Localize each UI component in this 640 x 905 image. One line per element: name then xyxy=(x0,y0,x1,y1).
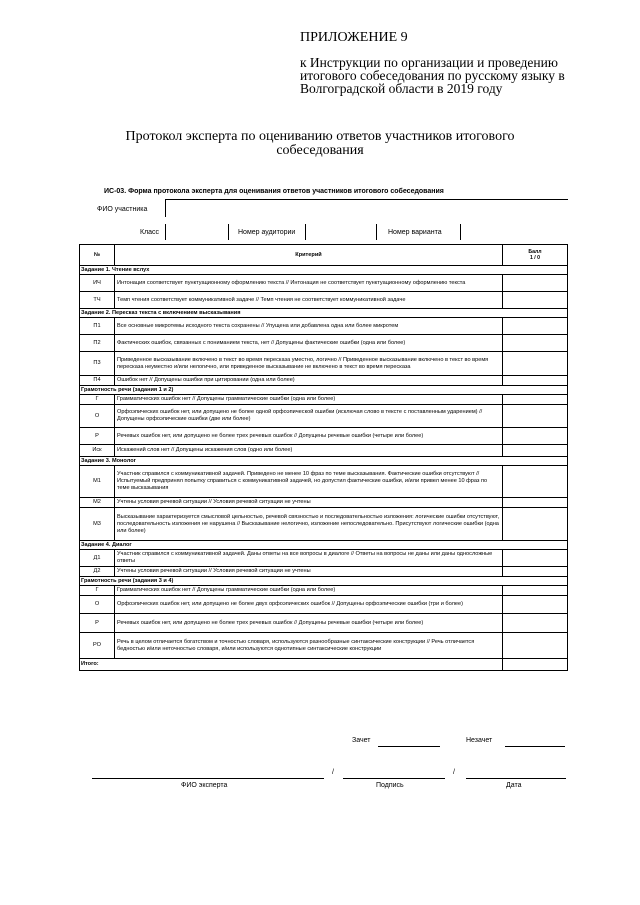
section-title: Задание 4. Диалог xyxy=(80,541,568,550)
total-score-cell[interactable] xyxy=(503,659,568,671)
criterion-row xyxy=(80,614,568,633)
criterion-row xyxy=(80,335,568,352)
criterion-code: П3 xyxy=(80,352,115,376)
pass-label: Зачет xyxy=(352,737,371,744)
criterion-row xyxy=(80,586,568,596)
expert-name-line[interactable] xyxy=(92,778,324,779)
criterion-row xyxy=(80,275,568,292)
appendix-number: ПРИЛОЖЕНИЕ 9 xyxy=(300,30,408,45)
pass-line[interactable] xyxy=(378,746,440,747)
section-row xyxy=(80,309,568,318)
class-field[interactable] xyxy=(165,224,229,240)
score-cell[interactable] xyxy=(503,498,568,508)
section-row xyxy=(80,577,568,586)
criterion-row xyxy=(80,428,568,445)
criterion-text: Орфоэпических ошибок нет, или допущено не более одной орфоэпической ошибки (исключая слово в тексте с поставленным ударением) // Допущены орфоэпические ошибки (две или более) xyxy=(115,405,503,428)
score-cell[interactable] xyxy=(503,352,568,376)
criterion-code: М3 xyxy=(80,508,115,541)
criterion-row xyxy=(80,498,568,508)
room-label: Номер аудитории xyxy=(238,229,296,236)
participant-name-label: ФИО участника xyxy=(97,206,148,213)
criterion-row xyxy=(80,567,568,577)
separator-slash: / xyxy=(453,769,455,776)
separator-slash: / xyxy=(332,769,334,776)
column-header-criteria: Критерий xyxy=(115,245,503,266)
criterion-text: Темп чтения соответствует коммуникативной задаче // Темп чтения не соответствует коммуникативной задаче xyxy=(115,292,503,309)
section-row xyxy=(80,266,568,275)
criterion-code: М2 xyxy=(80,498,115,508)
signature-line[interactable] xyxy=(343,778,445,779)
criterion-code: ИЧ xyxy=(80,275,115,292)
section-title: Задание 3. Монолог xyxy=(80,457,568,466)
criterion-text: Высказывание характеризуется смысловой цельностью, речевой связностью и последовательностью изложения: логические ошибки отсутствуют, последовательность изложения не нарушена // Высказывание нелогично, изложение непоследовательно. Присутствуют логические ошибки (одна или более) xyxy=(115,508,503,541)
score-cell[interactable] xyxy=(503,508,568,541)
criterion-row xyxy=(80,445,568,457)
appendix-subtitle: к Инструкции по организации и проведению итогового собеседования по русскому языку в Волгоградской области в 2019 году xyxy=(300,55,565,96)
criterion-code: Иск xyxy=(80,445,115,457)
criterion-row xyxy=(80,596,568,614)
criterion-row xyxy=(80,550,568,567)
table-header-row xyxy=(80,245,568,266)
score-cell[interactable] xyxy=(503,395,568,405)
score-cell[interactable] xyxy=(503,318,568,335)
criterion-code: О xyxy=(80,596,115,614)
criterion-text: Искажений слов нет // Допущены искажения слов (одно или более) xyxy=(115,445,503,457)
score-cell[interactable] xyxy=(503,405,568,428)
section-row xyxy=(80,457,568,466)
section-title: Задание 1. Чтение вслух xyxy=(80,266,568,275)
criterion-text: Грамматических ошибок нет // Допущены грамматические ошибки (одна или более) xyxy=(115,586,503,596)
criterion-text: Интонация соответствует пунктуационному оформлению текста // Интонация не соответствует пунктуационному оформлению текста xyxy=(115,275,503,292)
criteria-table xyxy=(79,244,568,671)
class-label: Класс xyxy=(140,229,160,236)
section-title: Задание 2. Пересказ текста с включением высказывания xyxy=(80,309,568,318)
criterion-code: Р xyxy=(80,614,115,633)
criterion-row xyxy=(80,633,568,659)
criterion-text: Учтены условия речевой ситуации // Условия речевой ситуации не учтены xyxy=(115,567,503,577)
criterion-text: Грамматических ошибок нет // Допущены грамматические ошибки (одна или более) xyxy=(115,395,503,405)
section-title: Грамотность речи (задания 3 и 4) xyxy=(80,577,568,586)
score-cell[interactable] xyxy=(503,292,568,309)
date-caption: Дата xyxy=(506,782,522,789)
score-cell[interactable] xyxy=(503,586,568,596)
score-cell[interactable] xyxy=(503,614,568,633)
criterion-text: Ошибок нет // Допущены ошибки при цитировании (одна или более) xyxy=(115,376,503,386)
criterion-code: О xyxy=(80,405,115,428)
score-cell[interactable] xyxy=(503,275,568,292)
criterion-text: Речь в целом отличается богатством и точностью словаря, используются разнообразные синтаксические конструкции // Речь отличается бедностью и/или неточностью словаря, и/или используются однотипные синтаксические конструкции xyxy=(115,633,503,659)
section-title: Грамотность речи (задания 1 и 2) xyxy=(80,386,568,395)
criterion-code: Г xyxy=(80,586,115,596)
criterion-code: М1 xyxy=(80,466,115,498)
section-row xyxy=(80,386,568,395)
signature-caption: Подпись xyxy=(376,782,404,789)
criterion-code: РО xyxy=(80,633,115,659)
score-cell[interactable] xyxy=(503,633,568,659)
room-field[interactable] xyxy=(305,224,377,240)
total-row xyxy=(80,659,568,671)
criterion-text: Учтены условия речевой ситуации // Условия речевой ситуации не учтены xyxy=(115,498,503,508)
criterion-code: П4 xyxy=(80,376,115,386)
criterion-text: Речевых ошибок нет, или допущено не более трех речевых ошибок // Допущены речевые ошибки (четыре или более) xyxy=(115,614,503,633)
fail-label: Незачет xyxy=(466,737,493,744)
criterion-text: Орфоэпических ошибок нет, или допущено не более двух орфоэпических ошибок // Допущены орфоэпические ошибки (три и более) xyxy=(115,596,503,614)
criterion-code: П1 xyxy=(80,318,115,335)
criterion-code: Р xyxy=(80,428,115,445)
criterion-row xyxy=(80,352,568,376)
criterion-row xyxy=(80,395,568,405)
criterion-code: Г xyxy=(80,395,115,405)
date-line[interactable] xyxy=(466,778,566,779)
score-cell[interactable] xyxy=(503,428,568,445)
criterion-row xyxy=(80,405,568,428)
participant-name-field[interactable] xyxy=(165,199,568,217)
criterion-text: Участник справился с коммуникативной задачей. Приведено не менее 10 фраз по теме высказывания. Фактические ошибки отсутствуют // Испытуемый предпринял попытку справиться с коммуникативной задачей, но допустил фактические ошибки, и/или привел менее 10 фраз по теме высказывания xyxy=(115,466,503,498)
total-label: Итого: xyxy=(80,659,503,671)
criterion-row xyxy=(80,508,568,541)
criterion-code: Д2 xyxy=(80,567,115,577)
criterion-code: Д1 xyxy=(80,550,115,567)
variant-field[interactable] xyxy=(460,224,511,240)
score-cell[interactable] xyxy=(503,596,568,614)
criterion-text: Приведенное высказывание включено в текст во время пересказа уместно, логично // Приведенное высказывание включено в текст во время пересказа неуместно и/или нелогично, или приведенное высказывание не включено в текст во время пересказа xyxy=(115,352,503,376)
column-header-score: Балл 1 / 0 xyxy=(503,245,568,266)
criterion-text: Все основные микротемы исходного текста сохранены // Упущена или добавлена одна или более микротем xyxy=(115,318,503,335)
expert-name-caption: ФИО эксперта xyxy=(181,782,228,789)
protocol-title: Протокол эксперта по оцениванию ответов участников итогового собеседования xyxy=(125,129,515,158)
form-title: ИС-03. Форма протокола эксперта для оценивания ответов участников итогового собеседования xyxy=(104,188,444,195)
criterion-row xyxy=(80,292,568,309)
section-row xyxy=(80,541,568,550)
score-cell[interactable] xyxy=(503,445,568,457)
criterion-text: Участник справился с коммуникативной задачей. Даны ответы на все вопросы в диалоге // Ответы на вопросы не даны или даны односложные ответы xyxy=(115,550,503,567)
criterion-text: Речевых ошибок нет, или допущено не более трех речевых ошибок // Допущены речевые ошибки (четыре или более) xyxy=(115,428,503,445)
fail-line[interactable] xyxy=(505,746,565,747)
criterion-code: ТЧ xyxy=(80,292,115,309)
score-cell[interactable] xyxy=(503,550,568,567)
criterion-row xyxy=(80,376,568,386)
score-cell[interactable] xyxy=(503,466,568,498)
criterion-row xyxy=(80,318,568,335)
score-cell[interactable] xyxy=(503,376,568,386)
criterion-code: П2 xyxy=(80,335,115,352)
variant-label: Номер варианта xyxy=(388,229,442,236)
column-header-number: № xyxy=(80,245,115,266)
criterion-row xyxy=(80,466,568,498)
criterion-text: Фактических ошибок, связанных с пониманием текста, нет // Допущены фактические ошибки (одна или более) xyxy=(115,335,503,352)
score-cell[interactable] xyxy=(503,335,568,352)
score-cell[interactable] xyxy=(503,567,568,577)
